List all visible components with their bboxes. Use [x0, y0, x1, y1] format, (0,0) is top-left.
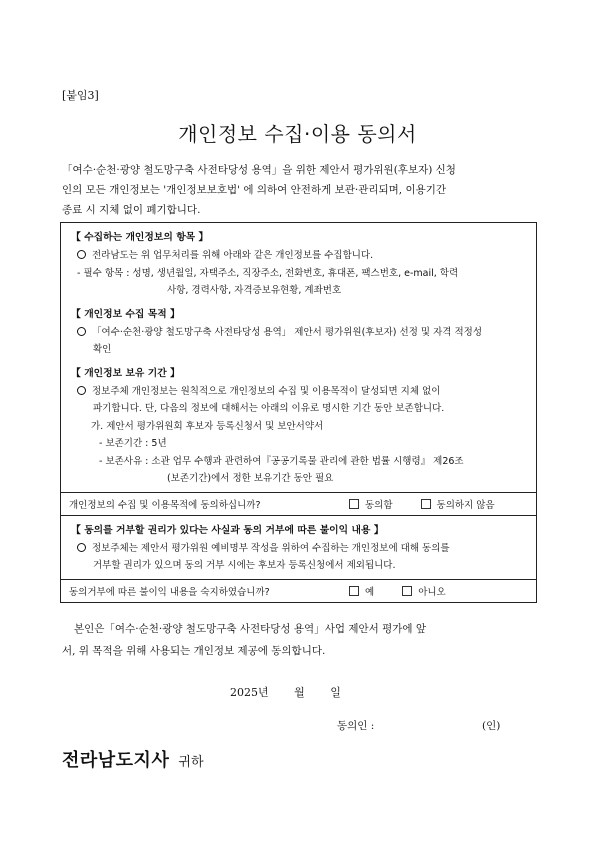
- bullet-circle-icon: [77, 543, 86, 552]
- required-items-line: - 필수 항목 : 성명, 생년월일, 자택주소, 직장주소, 전화번호, 휴대폰, 팩스번호, e-mail, 학력: [77, 267, 459, 279]
- consent-row-2: [61, 579, 536, 602]
- addressee-suffix: 귀하: [178, 755, 204, 770]
- date-year: 2025년: [230, 686, 269, 699]
- addressee-name: 전라남도지사: [62, 750, 170, 771]
- consent-line: 본인은「여수·순천·광양 철도망구축 사전타당성 용역」사업 제안서 평가에 앞: [74, 623, 426, 635]
- section-heading: 【 수집하는 개인정보의 항목 】: [71, 232, 209, 243]
- seal-label: (인): [482, 720, 501, 732]
- consent-question: 개인정보의 수집 및 이용목적에 동의하십니까?: [69, 499, 261, 511]
- consent-line: 서, 위 목적을 위해 사용되는 개인정보 제공에 동의합니다.: [62, 645, 326, 657]
- disagree-checkbox[interactable]: [421, 497, 495, 511]
- signature-date: [230, 684, 363, 700]
- disagree-label: 동의하지 않음: [436, 499, 495, 511]
- intro-paragraph: [62, 160, 539, 220]
- intro-line: 「여수·순천·광양 철도망구축 사전타당성 용역」을 위한 제안서 평가위원(후보자) 신청: [62, 164, 456, 176]
- section-item: 전라남도는 위 업무처리를 위해 아래와 같은 개인정보를 수집합니다.: [92, 250, 374, 261]
- no-checkbox[interactable]: [402, 584, 446, 598]
- intro-line: 종료 시 지체 없이 폐기합니다.: [62, 204, 201, 216]
- signer-label: 동의인 :: [337, 720, 375, 732]
- subsection-item: 가. 제안서 평가위원회 후보자 등록신청서 및 보안서약서: [91, 420, 324, 432]
- section-heading: 【 개인정보 보유 기간 】: [71, 367, 180, 379]
- attachment-label: [붙임3]: [62, 89, 99, 102]
- checkbox-icon[interactable]: [349, 499, 359, 509]
- section-heading: 【 개인정보 수집 목적 】: [71, 308, 180, 320]
- retention-reason: (보존기간)에서 정한 보유기간 동안 필요: [167, 473, 334, 484]
- retention-reason: - 보존사유 : 소관 업무 수행과 관련하여『공공기록물 관리에 관한 법률 시행령』 제26조: [99, 455, 464, 467]
- no-label: 아니오: [418, 586, 446, 598]
- intro-line: 인의 모든 개인정보는 '개인정보보호법' 에 의하여 안전하게 보관·관리되며, 이용기간: [62, 184, 447, 196]
- consent-statement: [62, 618, 539, 662]
- section-item: 거부할 권리가 있으며 동의 거부 시에는 후보자 등록신청에서 제외됩니다.: [93, 560, 396, 571]
- consent-form-box: [60, 222, 537, 603]
- yes-label: 예: [365, 586, 375, 598]
- section-heading: 【 동의를 거부할 권리가 있다는 사실과 동의 거부에 따른 불이익 내용 】: [71, 524, 384, 536]
- date-day: 일: [330, 686, 341, 699]
- consent-question: 동의거부에 따른 불이익 내용을 숙지하였습니까?: [69, 586, 270, 598]
- yes-checkbox[interactable]: [349, 584, 374, 598]
- section-item: 파기합니다. 단, 다음의 정보에 대해서는 아래의 이유로 명시한 기간 동안 보존합니다.: [93, 403, 445, 414]
- document-title: 개인정보 수집·이용 동의서: [178, 122, 417, 146]
- retention-period: - 보존기간 : 5년: [99, 438, 167, 449]
- bullet-circle-icon: [77, 386, 86, 395]
- section-item: 확인: [93, 344, 112, 355]
- section-item: 「여수·순천·광양 철도망구축 사전타당성 용역」 제안서 평가위원(후보자) 선정 및 자격 적정성: [92, 326, 483, 338]
- required-items-line: 사항, 경력사항, 자격증보유현황, 계좌번호: [167, 285, 342, 296]
- consent-row-1: [61, 492, 536, 515]
- bullet-circle-icon: [77, 327, 86, 336]
- bullet-circle-icon: [77, 250, 86, 259]
- section-collected-items: [61, 223, 536, 492]
- addressee: [62, 746, 204, 772]
- section-item: 정보주체 개인정보는 원칙적으로 개인정보의 수집 및 이용목적이 달성되면 지체 없이: [92, 385, 441, 397]
- section-item: 정보주체는 제안서 평가위원 예비명부 작성을 위하여 수집하는 개인정보에 대해 동의를: [92, 542, 450, 554]
- agree-checkbox[interactable]: [349, 497, 393, 511]
- checkbox-icon[interactable]: [402, 586, 412, 596]
- section-refusal-rights: [61, 515, 536, 579]
- checkbox-icon[interactable]: [349, 586, 359, 596]
- agree-label: 동의함: [365, 499, 393, 511]
- date-month: 월: [294, 686, 305, 699]
- checkbox-icon[interactable]: [421, 499, 431, 509]
